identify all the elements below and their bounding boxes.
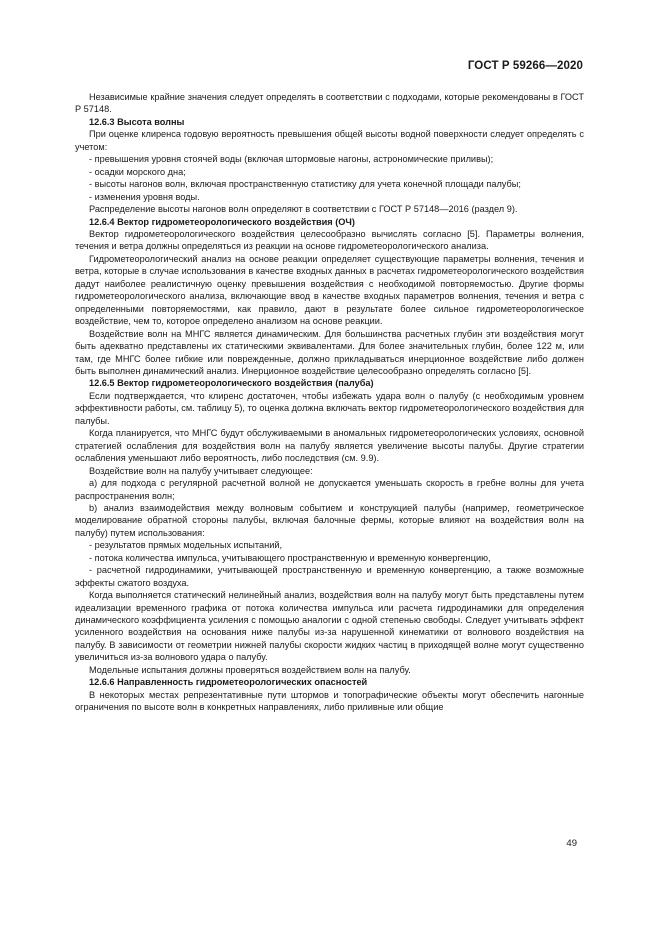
paragraph: Если подтверждается, что клиренс достаточен, чтобы избежать удара волн о палубу (с необходимым уровнем эффективности работы, см. таблицу 5), то оценка должна включать вектор гидрометеорологического воздействия для палубы. (75, 390, 584, 426)
paragraph: В некоторых местах репрезентативные пути штормов и топографические объекты могут обеспечить нагонные ограничения по высоте волн в конкретных направлениях, либо приливные или общие (75, 689, 584, 713)
standard-header: ГОСТ Р 59266—2020 (467, 60, 583, 72)
section-heading: 12.6.3 Высота волны (89, 116, 185, 127)
paragraph: а) для подхода с регулярной расчетной волной не допускается уменьшать скорость в гребне волны для учета распространения волн; (75, 478, 584, 501)
paragraph: - осадки морского дна; (89, 166, 186, 177)
paragraph: Вектор гидрометеорологического воздействия целесообразно вычислять согласно [5]. Параметры волнения, течения и ветра должны определяться из реакции на основе гидрометеорологического анализа. (75, 228, 584, 252)
section-heading: 12.6.5 Вектор гидрометеорологического воздействия (палуба) (89, 378, 374, 389)
paragraph: b) анализ взаимодействия между волновым событием и конструкцией палубы (например, геометрическое моделирование обратной стороны палубы, включая балочные фермы, которые влияют на воздействия волн на палубу) путем использования: (75, 502, 584, 538)
paragraph: - потока количества импульса, учитывающего пространственную и временную конвергенцию, (89, 552, 491, 563)
paragraph: При оценке клиренса годовую вероятность превышения общей высоты водной поверхности следует определять с учетом: (75, 129, 584, 152)
section-heading: 12.6.4 Вектор гидрометеорологического воздействия (ОЧ) (89, 216, 355, 227)
document-body (75, 91, 584, 714)
page-number: 49 (566, 838, 577, 849)
paragraph: Воздействие волн на МНГС является динамическим. Для большинства расчетных глубин эти воздействия могут быть адекватно представлены их статическими эквивалентами. Для более значительных глубин, более 122 м, или там, где МНГС более гибкие или поврежденные, должно прикладываться инерционное воздействие либо должен быть выполнен динамический анализ. Инерционное воздействие целесообразно определять согласно [5]. (75, 328, 584, 376)
paragraph: - расчетной гидродинамики, учитывающей пространственную и временную конвергенцию, а также возможные эффекты сжатого воздуха. (75, 565, 584, 588)
paragraph: Распределение высоты нагонов волн определяют в соответствии с ГОСТ Р 57148—2016 (раздел 9). (89, 204, 518, 215)
paragraph: Когда выполняется статический нелинейный анализ, воздействия волн на палубу могут быть представлены путем идеализации временного графика от потока количества импульса или расчета гидродинамики для определения динамического коэффициента усиления с помощью аналогии с одной степенью свободы. Следует учитывать эффект усиленного воздействия на основания ниже палубы из-за нарушенной кинематики от волнового воздействия на палубу. В зависимости от геометрии нижней палубы скорости жидких частиц в приходящей волне могут существенно увеличиться из-за волнового удара о палубу. (75, 590, 584, 663)
paragraph: - высоты нагонов волн, включая пространственную статистику для учета конечной площади палубы; (89, 179, 521, 190)
paragraph: Независимые крайние значения следует определять в соответствии с подходами, которые рекомендованы в ГОСТ Р 57148. (75, 92, 584, 115)
paragraph: Модельные испытания должны проверяться воздействием волн на палубу. (89, 664, 411, 675)
paragraph: Когда планируется, что МНГС будут обслуживаемыми в аномальных гидрометеорологических условиях, основной стратегией ослабления для воздействия волн на палубу является увеличение высоты палубы. Другие стратегии ослабления уменьшают либо вероятность, либо последствия (см. 9.9). (75, 428, 584, 464)
paragraph: Воздействие волн на палубу учитывает следующее: (89, 465, 313, 476)
paragraph: Гидрометеорологический анализ на основе реакции определяет существующие параметры волнения, течения и ветра, которые в случае использования в качестве входных данных в расчетах гидрометеорологического воздействия дадут наиболее реалистичную оценку превышения воздействия с необходимой повторяемостью. Другие формы гидрометеорологического анализа, включающие ввод в качестве входных параметров волнения, течения и ветра с определенными повторяемостями, как правило, дают в результате более сильное гидрометеорологическое воздействие, чем то, которое определено анализом на основе реакции. (75, 253, 584, 327)
section-heading: 12.6.6 Направленность гидрометеорологических опасностей (89, 677, 368, 688)
paragraph: - результатов прямых модельных испытаний, (89, 540, 283, 551)
paragraph: - изменения уровня воды. (89, 191, 200, 202)
paragraph: - превышения уровня стоячей воды (включая штормовые нагоны, астрономические приливы); (89, 154, 494, 165)
